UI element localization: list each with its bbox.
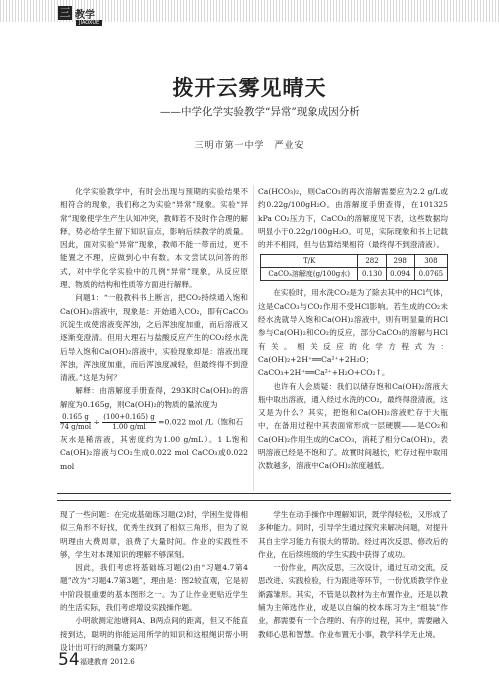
table-cell: 298 — [386, 255, 414, 268]
table-cell: 0.130 — [358, 268, 386, 281]
solubility-table — [260, 254, 448, 281]
paragraph: 学生在动手操作中理解知识，既学得轻松，又形成了多种能力。同时，引导学生通过探究来解决问题，对提升其自主学习能力有很大的帮助。经过再次反思、修改后的作业，在后续班级的学生实践中获得了成功。 — [258, 510, 448, 559]
column-3 — [60, 508, 248, 654]
fraction: $\frac{0.165 g}{\text{74 g/mol}}$ — [60, 413, 92, 432]
column-2 — [258, 185, 448, 473]
table-row — [261, 268, 448, 281]
paragraph: 因此，我们考虑将基础练习题(2)由“习题4.7第4题”改为“习题4.7第3题”，理由是：图2较直观，它是初中阶段很重要的基本图形之一。为了让作业更贴近学生的生活实际，我们考虑增设实践操作题。 — [60, 563, 248, 613]
table-cell: 0.0765 — [414, 268, 447, 281]
paragraph: 灰水是稀溶液，其密度约为1.00 g/mL）。1 L饱和Ca(OH)₂溶液与CO₂生成0.022 mol CaCO₃或0.022 mol — [60, 435, 248, 471]
column-1 — [60, 185, 248, 473]
table-cell: 282 — [358, 255, 386, 268]
table-row — [261, 255, 448, 268]
formula-result: =0.022 mol /L（饱和石 — [158, 417, 244, 427]
column-4 — [258, 508, 448, 641]
paragraph: 在实验时，用水洗CO₂是为了除去其中的HCl气体，这是CaCO₃与CO₂作用不受HCl影响。若生成的CO₂未经水洗就导入饱和Ca(OH)₂溶液中，则有明显量的HCl参与Ca(OH)₂和CO₂的反应，部分CaCO₃的溶解与HCl有关。相关反应的化学方程式为：Ca(OH)₂+2H⁺══Ca²⁺+2H₂O；CaCO₃+2H⁺══Ca²⁺+H₂O+CO₂↑。 — [258, 288, 448, 378]
table-cell: 308 — [414, 255, 447, 268]
page-header — [0, 0, 499, 30]
article-subtitle: ——中学化学实验教学“异常”现象成因分析 — [160, 106, 360, 118]
page-number: 54 — [58, 650, 80, 670]
logo-mark: 三 — [59, 6, 71, 19]
table-cell: T/K — [261, 255, 358, 268]
logo-subtext: JIAOXUE — [76, 20, 102, 26]
logo-text: 教学 — [75, 9, 95, 21]
paragraph: 问题1：“一般教科书上断言，把CO₂持续通入饱和Ca(OH)₂溶液中，现象是：开始通入CO₂，即有CaCO₃沉淀生成使溶液变浑浊，之后浑浊度加重，而后溶液又逐渐变澄清。但用大理石与盐酸反应产生的CO₂经水洗后导入饱和Ca(OH)₂溶液中，实验现象却是：溶液出现浑浊，浑浊度加重，而后浑浊度减轻，但最终得不到澄清液。”这是为何？ — [60, 293, 248, 383]
paragraph: 现了一些问题：在完成基础练习题(2)时，学困生觉得相似三角形不好找，优秀生找到了相似三角形，但为了说明理由大费周章，浪费了大量时间。作业的实践性不够，学生对本课知识的理解不够深刻。 — [60, 510, 248, 559]
paragraph: 一份作业，两次反思，三次设计，通过互动交流，反思改进、实践检验，行为跟进等环节，一份优质教学作业渐露雏形。其实，不管是以教材为主布置作业，还是以教辅为主筛选作业，或是以自编的校本练习为主“组装”作业，都需要有一个合理的、有序的过程，其中，需要融入教师心思和智慧。作业布置无小事，教学科学无止境。 — [258, 563, 448, 639]
article-title: 拨开云雾见晴天 — [172, 76, 327, 100]
magazine-name: 福建教育 2012.6 — [80, 658, 135, 666]
column-divider — [253, 185, 254, 491]
fraction: $\frac{(100+0.165) g}{1.00 g/ml}$ — [103, 413, 155, 432]
article-author: 三明市第一中学 严业安 — [194, 141, 305, 151]
table-cell: CaCO₃溶解度(g/100g水) — [261, 268, 358, 281]
paragraph: 化学实验教学中，有时会出现与预期的实验结果不相符合的现象，我们称之为实验“异常”现象。实验“异常”现象使学生产生认知冲突，教师若不及时作合理的解释，势必给学生留下知识盲点，影响后续教学的质量。因此，面对实验“异常”现象，教师不能一带而过，更不能置之不理，应做到心中有数。本文尝试以问答的形式，对中学化学实验中的几例“异常”现象，从反应原理、物质的结构和性质等方面进行解释。 — [60, 187, 248, 290]
paragraph: 也许有人会质疑：我们以储存饱和Ca(OH)₂溶液大瓶中取出溶液，通入经过水洗的CO₂，最终得澄清液，这又是为什么？其实，把饱和Ca(OH)₂溶液贮存于大瓶中，在备用过程中其表面常形成一层硬膜——是CO₂和Ca(OH)₂作用生成的CaCO₃，消耗了相分Ca(OH)₂，表明溶液已经是不饱和了。故實时间越长，贮存过程中取用次数越多，溶液中Ca(OH)₂浓度越低。 — [258, 381, 448, 471]
paragraph: 小明欲测定池塘间A、B两点间的距离，但又不能直接到达，聪明的你能运用所学的知识和这根绳识帮小明设计出可行的测量方案吗？ — [60, 616, 248, 652]
paragraph: 解释：由溶解度手册查得，293K时Ca(OH)₂的溶解度为0.165g，则Ca(OH)₂的物质的量浓度为 — [60, 386, 248, 409]
formula: $\frac{0.165 g}{\text{74 g/mol}}$ ÷ $\frac{(100+0.165) g}{1.00 g/ml} =0.022$ mol /L（饱和石 — [60, 413, 244, 432]
table-cell: 0.094 — [386, 268, 414, 281]
section-rule — [57, 493, 451, 494]
paragraph: Ca(HCO₃)₂，则CaCO₃的再次溶解需要应为2.2 g/L或约0.22g/100gH₂O。由溶解度手册查得，在101325 kPa CO₂压力下，CaCO₃的溶解度见下表，这些数据均明显小于0.22g/100gH₂O。可见，实际现象和书上记载的并不相同，但与估算结果相符（最终得不到澄清液）。 — [258, 187, 448, 250]
section-rule — [57, 500, 451, 501]
